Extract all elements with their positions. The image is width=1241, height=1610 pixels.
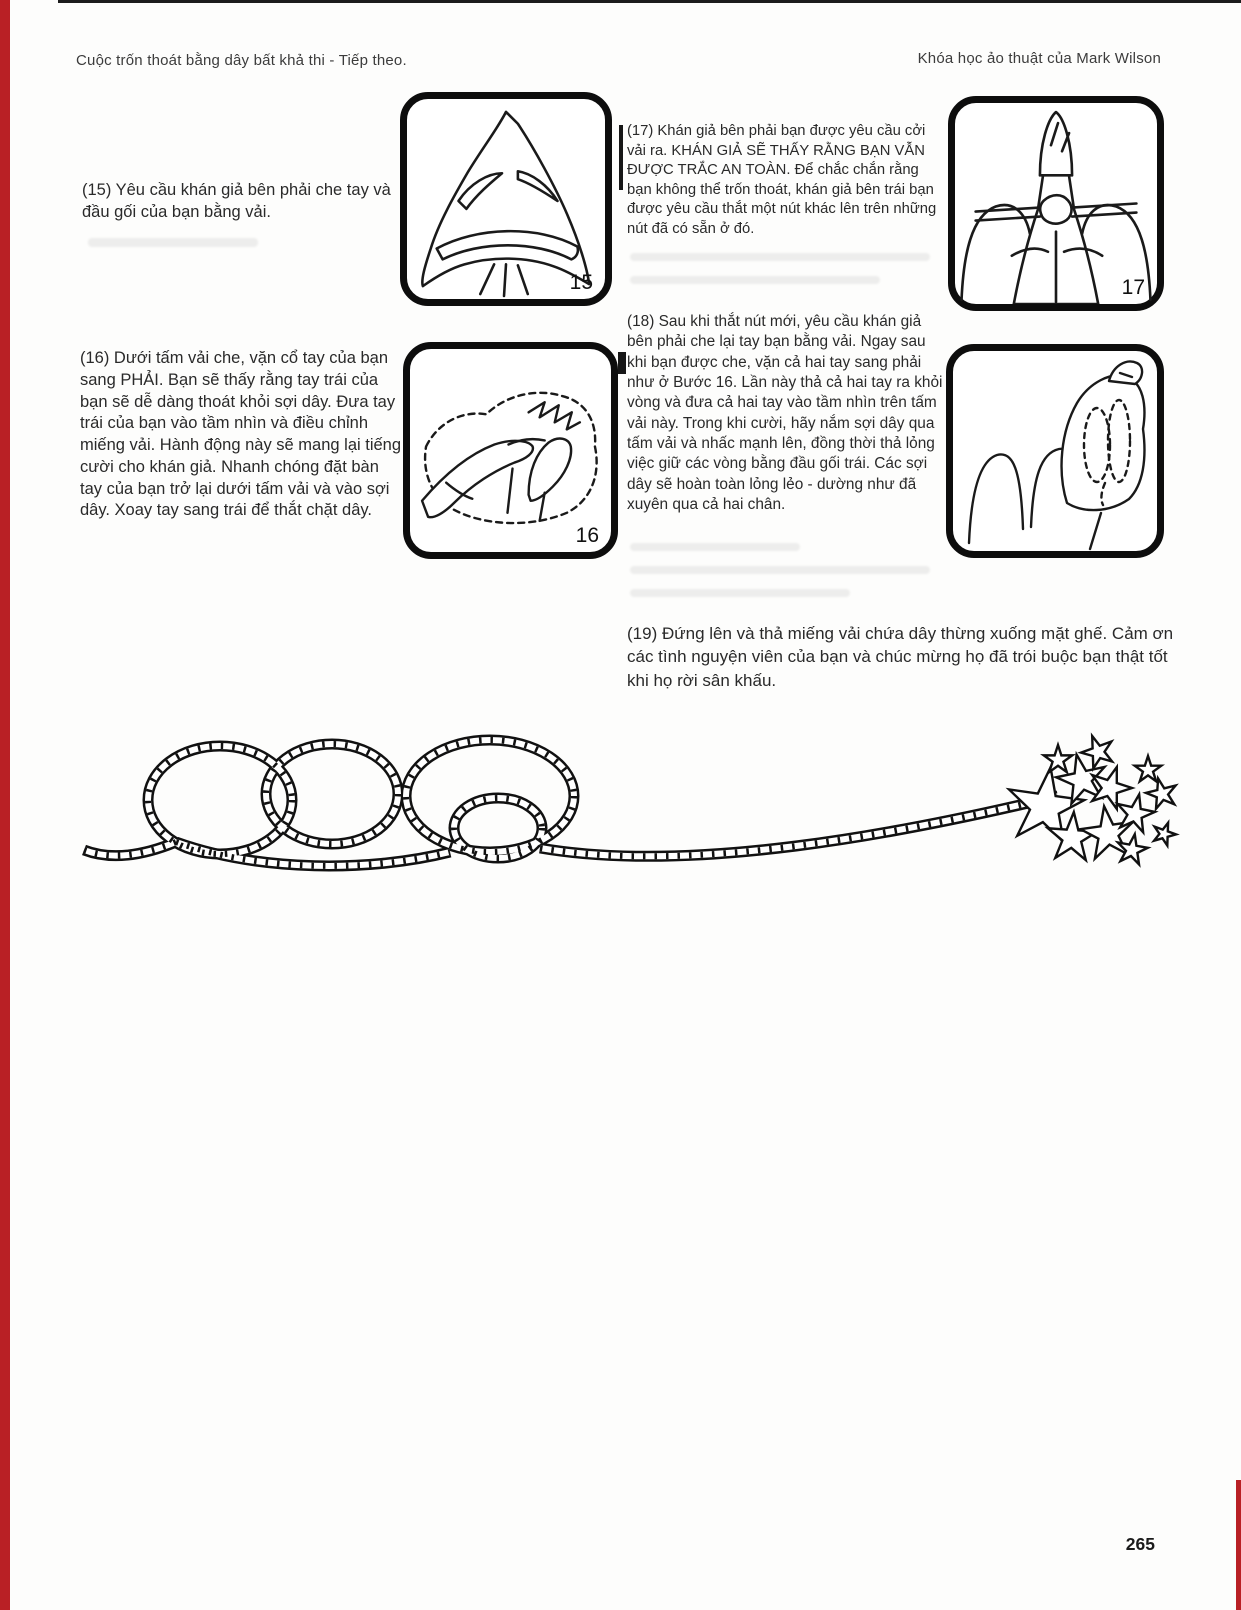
page-number: 265 bbox=[1125, 1534, 1155, 1554]
figure-18 bbox=[946, 344, 1164, 558]
figure-17 bbox=[948, 96, 1164, 311]
hands-under-cloth-illustration bbox=[410, 349, 611, 552]
figure-16-number: 16 bbox=[575, 524, 599, 547]
figure-17-number: 17 bbox=[1121, 276, 1145, 299]
figure-16 bbox=[403, 342, 618, 559]
scan-artifact bbox=[618, 352, 626, 374]
running-header-left: Cuộc trốn thoát bằng dây bất khả thi - Tiếp theo. bbox=[76, 52, 407, 69]
ink-bleed bbox=[630, 589, 850, 597]
rope-and-stars-illustration bbox=[70, 722, 1190, 882]
tied-hands-illustration bbox=[955, 103, 1157, 304]
lifting-cloth-illustration bbox=[953, 351, 1157, 551]
ink-bleed bbox=[88, 238, 258, 247]
stars-icon bbox=[1003, 730, 1180, 865]
ink-bleed bbox=[630, 566, 930, 574]
cloth-drape-illustration bbox=[407, 99, 605, 299]
step-18-text: (18) Sau khi thắt nút mới, yêu cầu khán giả bên phải che lại tay bạn bằng vải. Ngay sau khi bạn được che, vặn cả hai tay sang phải như ở Bước 16. Lần này thả cả hai tay ra khỏi vòng và đưa cả hai tay vào tầm nhìn trên tấm vải này. Trong khi cười, hãy nắm sợi dây qua tấm vải và nhấc mạnh lên, đồng thời thả lỏng việc giữ các vòng bằng đầu gối trái. Các sợi dây sẽ hoàn toàn lỏng lẻo - dường như đã xuyên qua cả hai chân. bbox=[627, 313, 943, 513]
ink-bleed bbox=[630, 253, 930, 261]
ink-bleed bbox=[630, 543, 800, 551]
figure-15 bbox=[400, 92, 612, 306]
rope-illustration bbox=[70, 722, 1190, 882]
running-header-right: Khóa học ảo thuật của Mark Wilson bbox=[917, 50, 1161, 67]
step-19-text: (19) Đứng lên và thả miếng vải chứa dây thừng xuống mặt ghế. Cảm ơn các tình nguyện viên của bạn và chúc mừng họ đã trói buộc bạn thật tốt khi họ rời sân khấu. bbox=[627, 624, 1174, 690]
scan-edge-left bbox=[0, 0, 10, 1610]
figure-15-number: 15 bbox=[569, 271, 593, 294]
step-15-text: (15) Yêu cầu khán giả bên phải che tay và đầu gối của bạn bằng vải. bbox=[82, 181, 391, 221]
scan-edge-top bbox=[58, 0, 1241, 3]
scan-edge-right bbox=[1236, 1480, 1241, 1610]
step-17-text: (17) Khán giả bên phải bạn được yêu cầu cởi vải ra. KHÁN GIẢ SẼ THẤY RẰNG BẠN VẪN ĐƯỢC TRẮC AN TOÀN. Để chắc chắn rằng bạn không thể trốn thoát, khán giả bên trái bạn được yêu cầu thắt một nút khác lên trên những nút đã có sẵn ở đó. bbox=[627, 123, 937, 237]
step-16-text: (16) Dưới tấm vải che, vặn cổ tay của bạn sang PHẢI. Bạn sẽ thấy rằng tay trái của bạn sẽ dễ dàng thoát khỏi sợi dây. Đưa tay trái của bạn vào tầm nhìn và điều chỉnh miếng vải. Hành động này sẽ mang lại tiếng cười cho khán giả. Nhanh chóng đặt bàn tay của bạn trở lại dưới tấm vải và vào sợi dây. Xoay tay sang trái để thắt chặt dây. bbox=[80, 349, 402, 520]
scan-artifact bbox=[619, 125, 623, 190]
ink-bleed bbox=[630, 276, 880, 284]
